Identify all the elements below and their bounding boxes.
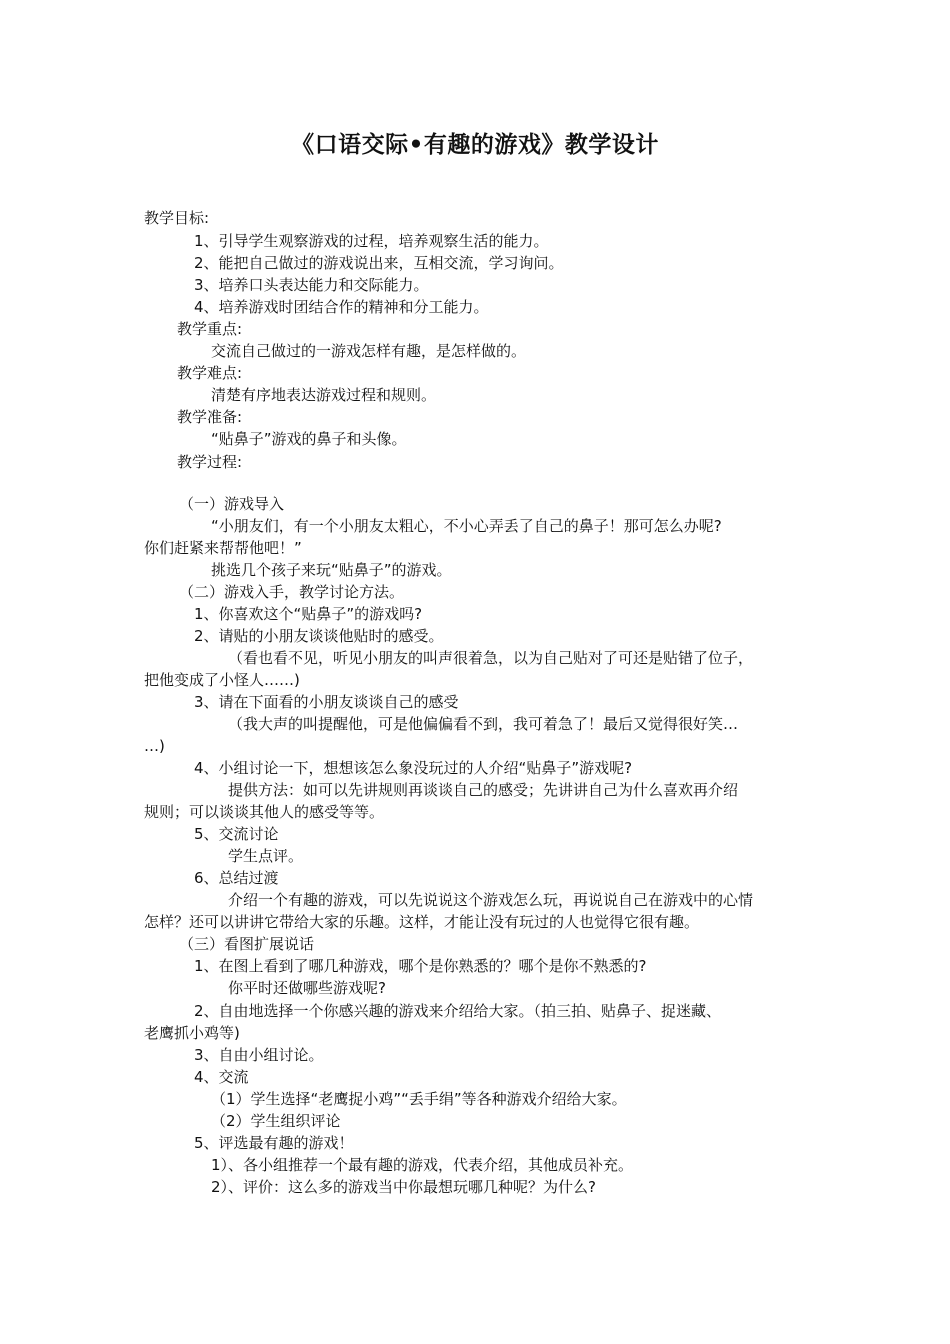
- list-item: 5、评选最有趣的游戏！: [194, 1134, 354, 1152]
- sub-item: （2）学生组织评论: [211, 1112, 341, 1130]
- difficulty-text: 清楚有序地表达游戏过程和规则。: [211, 386, 437, 404]
- list-item: 3、请在下面看的小朋友谈谈自己的感受: [194, 693, 459, 711]
- focus-heading: 教学重点:: [177, 320, 243, 338]
- list-item: 4、交流: [194, 1068, 249, 1086]
- difficulty-heading: 教学难点:: [177, 364, 243, 382]
- goal-item: 3、培养口头表达能力和交际能力。: [194, 276, 429, 294]
- list-item: 5、交流讨论: [194, 825, 279, 843]
- paragraph-line: 你们赶紧来帮帮他吧！”: [144, 539, 302, 557]
- goal-item: 2、能把自己做过的游戏说出来，互相交流，学习询问。: [194, 254, 564, 272]
- paragraph-line: …): [144, 737, 165, 755]
- part3-heading: （三）看图扩展说话: [179, 935, 315, 953]
- paragraph-line: 挑选几个孩子来玩“贴鼻子”的游戏。: [211, 561, 452, 579]
- list-item: 1、你喜欢这个“贴鼻子”的游戏吗?: [194, 605, 423, 623]
- prep-text: “贴鼻子”游戏的鼻子和头像。: [211, 430, 407, 448]
- paragraph-line: 你平时还做哪些游戏呢?: [228, 979, 386, 997]
- paragraph-line: 怎样？还可以讲讲它带给大家的乐趣。这样，才能让没有玩过的人也觉得它很有趣。: [144, 913, 700, 931]
- paragraph-line: 提供方法：如可以先讲规则再谈谈自己的感受；先讲讲自己为什么喜欢再介绍: [228, 781, 739, 799]
- process-heading: 教学过程:: [177, 453, 243, 471]
- paragraph-line: 规则；可以谈谈其他人的感受等等。: [144, 803, 385, 821]
- paragraph-line: （看也看不见，听见小朋友的叫声很着急，以为自己贴对了可还是贴错了位子，: [228, 649, 754, 667]
- goal-item: 1、引导学生观察游戏的过程，培养观察生活的能力。: [194, 232, 549, 250]
- goal-item: 4、培养游戏时团结合作的精神和分工能力。: [194, 298, 489, 316]
- focus-text: 交流自己做过的一游戏怎样有趣，是怎样做的。: [211, 342, 527, 360]
- list-item: 4、小组讨论一下，想想该怎么象没玩过的人介绍“贴鼻子”游戏呢?: [194, 759, 633, 777]
- part2-heading: （二）游戏入手，教学讨论方法。: [179, 583, 405, 601]
- paragraph-line: 把他变成了小怪人……): [144, 671, 300, 689]
- list-item: 2、请贴的小朋友谈谈他贴时的感受。: [194, 627, 444, 645]
- paragraph-line: 介绍一个有趣的游戏，可以先说说这个游戏怎么玩，再说说自己在游戏中的心情: [228, 891, 754, 909]
- goals-heading: 教学目标:: [144, 209, 210, 227]
- document-title: 《口语交际•有趣的游戏》教学设计: [291, 132, 659, 158]
- paragraph-line: 老鹰抓小鸡等): [144, 1024, 240, 1042]
- part1-heading: （一）游戏导入: [179, 495, 285, 513]
- sub-item: 1）、各小组推荐一个最有趣的游戏，代表介绍，其他成员补充。: [211, 1156, 634, 1174]
- list-item: 6、总结过渡: [194, 869, 279, 887]
- sub-item: （1）学生选择“老鹰捉小鸡”“丢手绢”等各种游戏介绍给大家。: [211, 1090, 627, 1108]
- paragraph-line: （我大声的叫提醒他，可是他偏偏看不到，我可着急了！最后又觉得很好笑…: [228, 715, 739, 733]
- list-item: 2、自由地选择一个你感兴趣的游戏来介绍给大家。（拍三拍、贴鼻子、捉迷藏、: [194, 1002, 722, 1020]
- paragraph-line: “小朋友们，有一个小朋友太粗心，不小心弄丢了自己的鼻子！那可怎么办呢?: [211, 517, 722, 535]
- list-item: 3、自由小组讨论。: [194, 1046, 324, 1064]
- paragraph-line: 学生点评。: [228, 847, 304, 865]
- sub-item: 2）、评价：这么多的游戏当中你最想玩哪几种呢？为什么?: [211, 1178, 597, 1196]
- list-item: 1、在图上看到了哪几种游戏，哪个是你熟悉的？哪个是你不熟悉的?: [194, 957, 647, 975]
- prep-heading: 教学准备:: [177, 408, 243, 426]
